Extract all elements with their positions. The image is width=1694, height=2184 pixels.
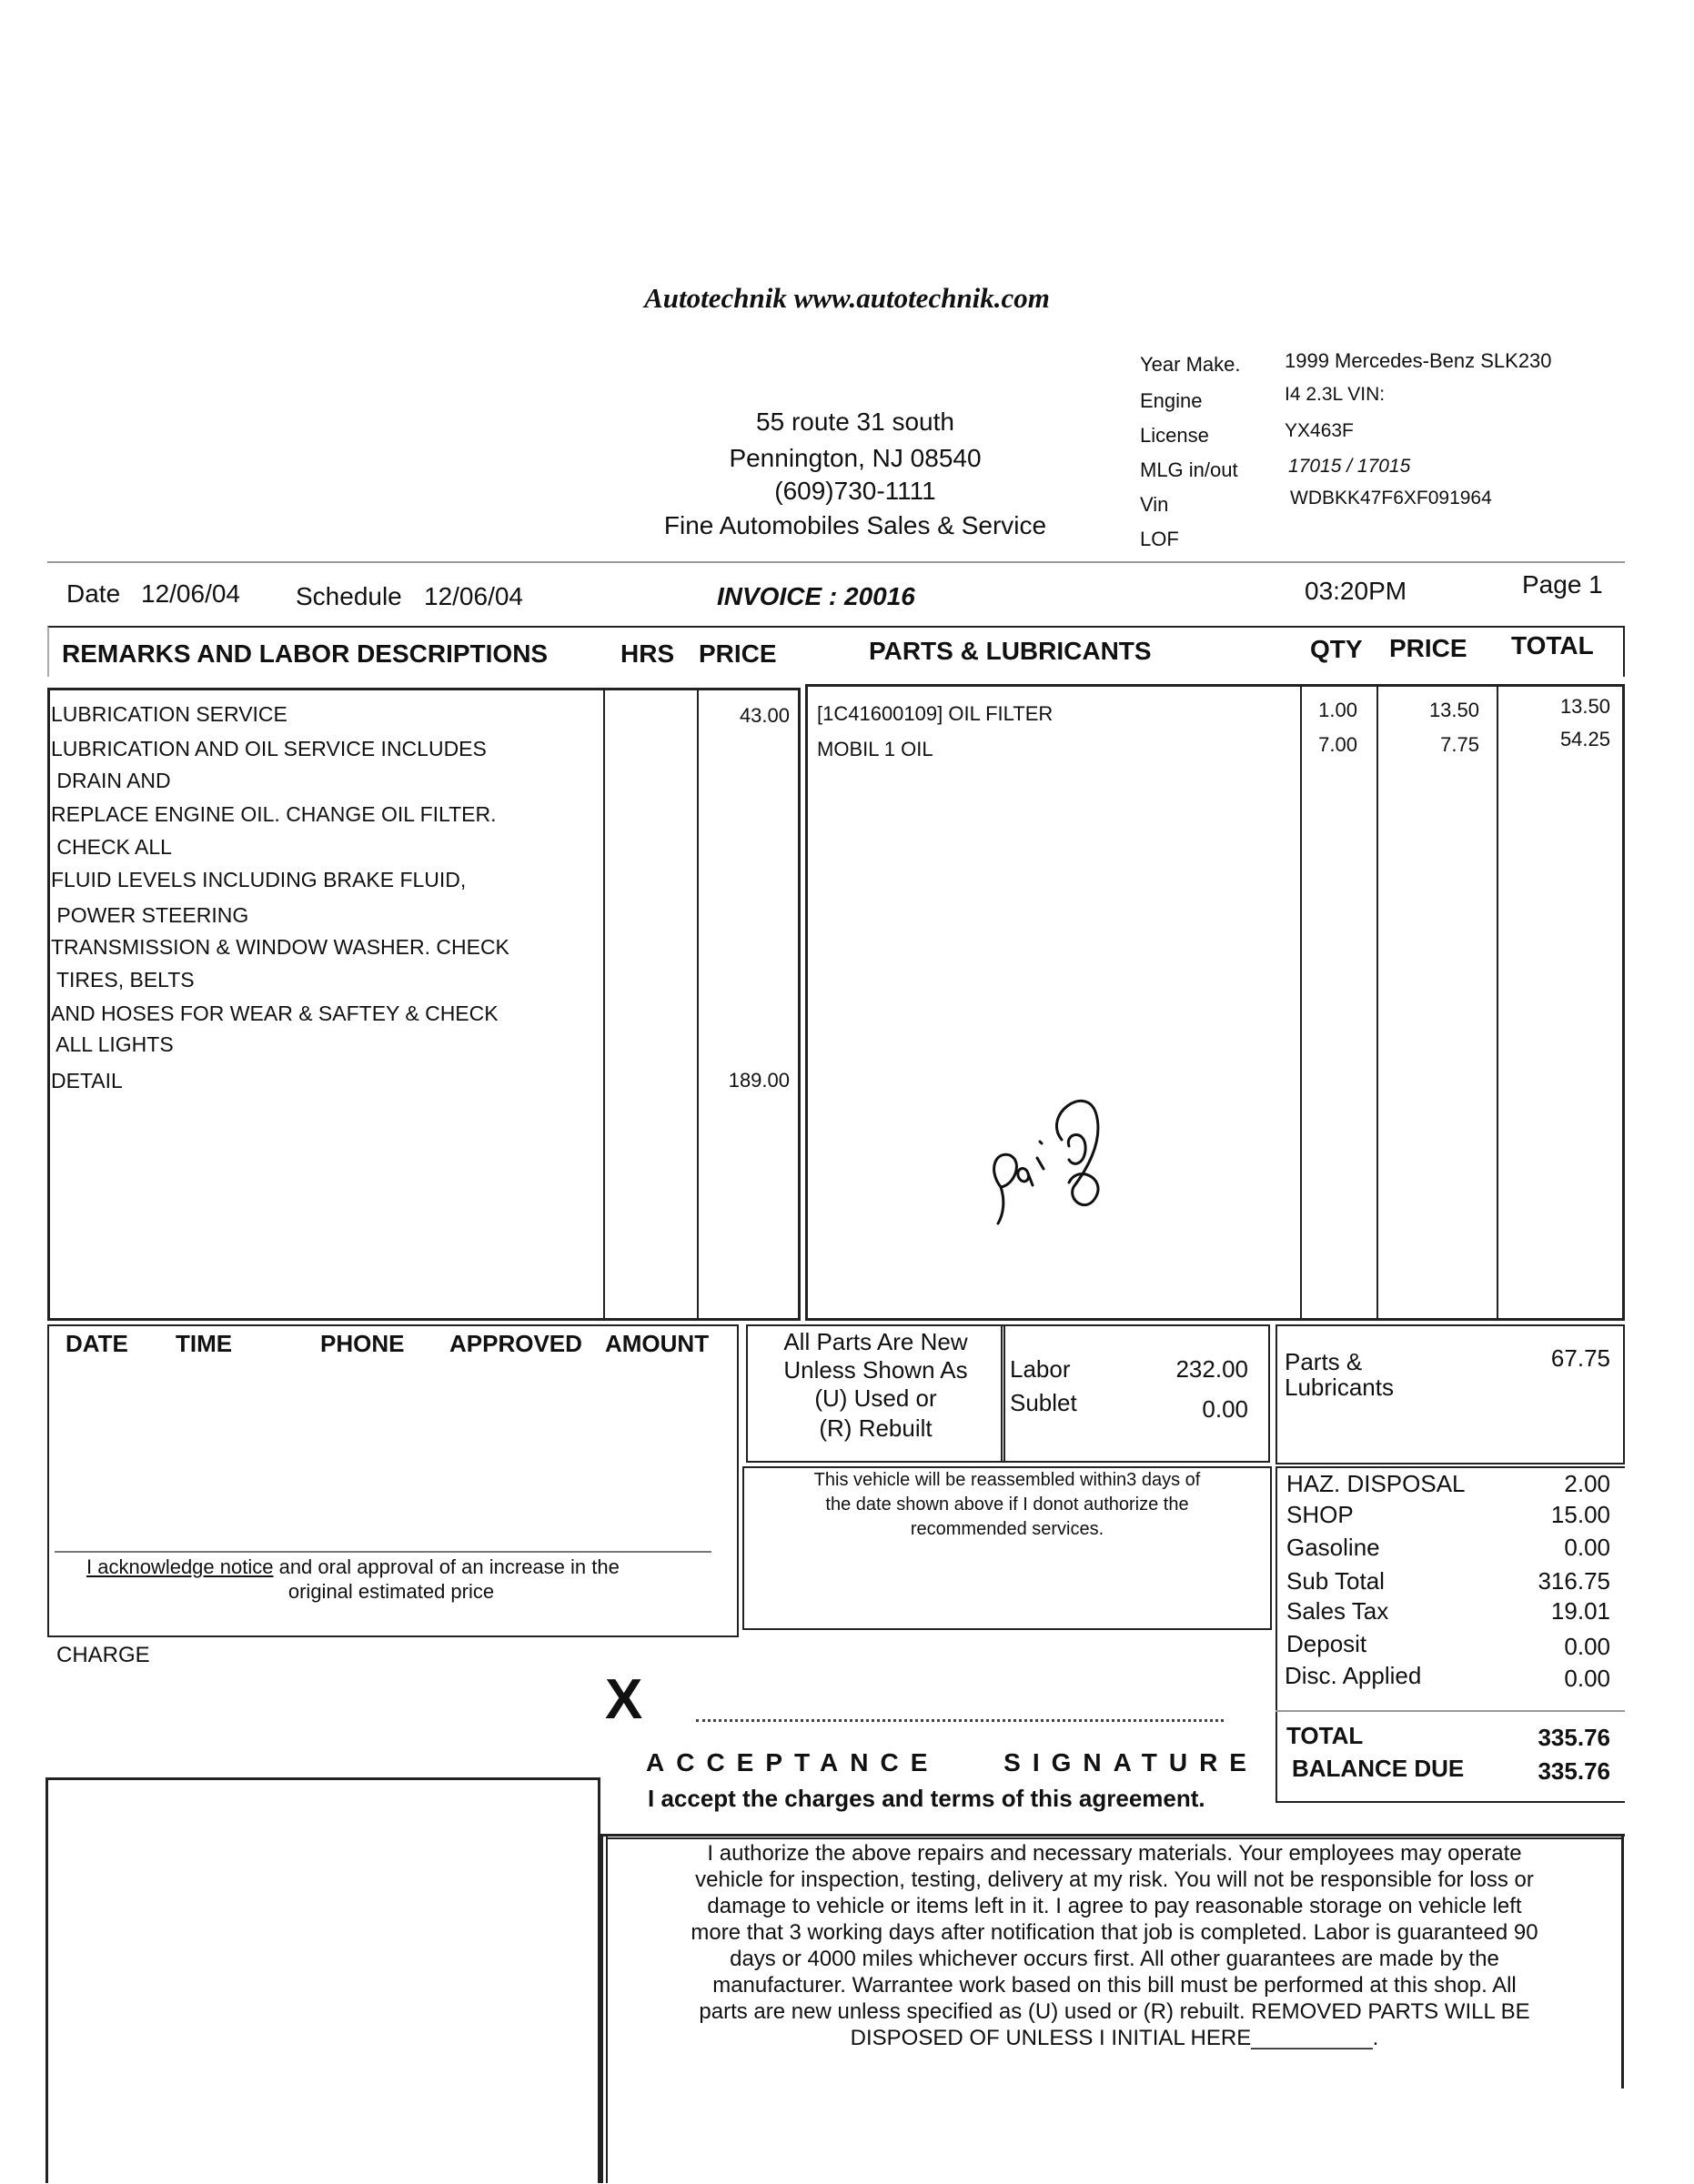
parts-notice-line: Unless Shown As bbox=[783, 1356, 968, 1384]
acknowledge-notice bbox=[86, 1555, 620, 1579]
terms-line: parts are new unless specified as (U) used or (R) rebuilt. REMOVED PARTS WILL BE bbox=[699, 1999, 1530, 2024]
totals-row-label: Gasoline bbox=[1286, 1534, 1380, 1561]
shop-tagline: Fine Automobiles Sales & Service bbox=[663, 511, 1047, 539]
totals-row-value: 0.00 bbox=[1564, 1633, 1610, 1660]
date-value: 12/06/04 bbox=[141, 579, 240, 608]
labor-price: 43.00 bbox=[739, 704, 790, 727]
part-price: 7.75 bbox=[1440, 733, 1479, 756]
terms-line: more that 3 working days after notification that job is completed. Labor is guaranteed 90 bbox=[691, 1920, 1538, 1945]
balance-due-value: 335.76 bbox=[1538, 1757, 1610, 1785]
approval-rule bbox=[55, 1551, 711, 1553]
terms-inner-right bbox=[1621, 1834, 1624, 2088]
part-qty: 7.00 bbox=[1318, 733, 1357, 756]
labor-price: 189.00 bbox=[728, 1069, 790, 1092]
parts-price-divider bbox=[1376, 684, 1378, 1321]
schedule-value: 12/06/04 bbox=[424, 582, 523, 610]
grand-total-value: 335.76 bbox=[1538, 1724, 1610, 1751]
sublet-value: 0.00 bbox=[1202, 1395, 1248, 1423]
part-total: 54.25 bbox=[1559, 728, 1610, 750]
totals-row-value: 0.00 bbox=[1564, 1534, 1610, 1561]
col-price: PRICE bbox=[699, 639, 777, 668]
part-description: MOBIL 1 OIL bbox=[817, 738, 933, 760]
part-price: 13.50 bbox=[1428, 699, 1479, 721]
terms-line: damage to vehicle or items left in it. I agree to pay reasonable storage on vehicle left bbox=[707, 1894, 1522, 1918]
labor-price-divider bbox=[697, 688, 699, 1321]
terms-inner-left bbox=[606, 1834, 608, 2183]
year-make-value: 1999 Mercedes-Benz SLK230 bbox=[1285, 349, 1552, 372]
terms-top-rule bbox=[608, 1837, 1623, 1839]
approval-col-date: DATE bbox=[66, 1330, 128, 1357]
labor-line: DRAIN AND bbox=[51, 769, 171, 792]
terms-line: DISPOSED OF UNLESS I INITIAL HERE__________. bbox=[850, 2026, 1379, 2050]
invoice-number: INVOICE : 20016 bbox=[717, 582, 915, 610]
balance-due-label: BALANCE DUE bbox=[1292, 1755, 1465, 1782]
license-label: License bbox=[1140, 424, 1209, 447]
totals-row-label: Sub Total bbox=[1286, 1567, 1385, 1595]
totals-row-value: 316.75 bbox=[1538, 1567, 1610, 1595]
lof-label: LOF bbox=[1140, 528, 1179, 550]
parts-notice-line: All Parts Are New bbox=[783, 1328, 968, 1355]
reassemble-line: recommended services. bbox=[910, 1519, 1104, 1539]
col-parts-price: PRICE bbox=[1389, 634, 1467, 662]
labor-total-value: 232.00 bbox=[1175, 1355, 1248, 1383]
shop-phone: (609)730-1111 bbox=[774, 477, 936, 505]
labor-line: TIRES, BELTS bbox=[51, 968, 195, 991]
part-qty: 1.00 bbox=[1318, 699, 1357, 721]
totals-row-label: Sales Tax bbox=[1286, 1597, 1389, 1625]
parts-total-divider bbox=[1497, 684, 1498, 1321]
signature-x-mark: X bbox=[605, 1668, 643, 1731]
labor-total-label: Labor bbox=[1010, 1355, 1071, 1383]
labor-line: FLUID LEVELS INCLUDING BRAKE FLUID, bbox=[51, 868, 467, 891]
mlg-value: 17015 / 17015 bbox=[1288, 456, 1411, 477]
shop-title: Autotechnik www.autotechnik.com bbox=[644, 282, 1050, 314]
acknowledge-notice-line2: original estimated price bbox=[287, 1580, 495, 1603]
totals-row-label: SHOP bbox=[1286, 1501, 1354, 1528]
reassemble-line: the date shown above if I donot authorize the bbox=[825, 1495, 1189, 1515]
labor-line: CHECK ALL bbox=[51, 835, 172, 859]
labor-line: TRANSMISSION & WINDOW WASHER. CHECK bbox=[51, 935, 509, 959]
shop-address-line1: 55 route 31 south bbox=[756, 408, 954, 436]
labor-line: AND HOSES FOR WEAR & SAFTEY & CHECK bbox=[51, 1001, 499, 1025]
year-make-label: Year Make. bbox=[1140, 353, 1241, 376]
totals-rule bbox=[1276, 1710, 1625, 1712]
acknowledge-rest: and oral approval of an increase in the bbox=[273, 1555, 620, 1578]
col-qty: QTY bbox=[1310, 635, 1363, 663]
reassemble-line: This vehicle will be reassembled within3 days of bbox=[813, 1470, 1201, 1490]
labor-line: POWER STEERING bbox=[51, 903, 249, 927]
vin-label: Vin bbox=[1140, 493, 1169, 516]
col-hrs: HRS bbox=[620, 639, 675, 668]
vin-value: WDBKK47F6XF091964 bbox=[1290, 488, 1492, 508]
parts-lubricants-value: 67.75 bbox=[1550, 1344, 1610, 1372]
approval-col-time: TIME bbox=[176, 1330, 233, 1357]
acknowledge-underlined: I acknowledge notice bbox=[86, 1555, 274, 1578]
parts-box bbox=[805, 684, 1625, 1321]
labor-line: ALL LIGHTS bbox=[51, 1032, 174, 1056]
acceptance-signature-heading: ACCEPTANCE SIGNATURE bbox=[646, 1748, 1258, 1776]
labor-line: DETAIL bbox=[51, 1069, 123, 1092]
totals-row-label: HAZ. DISPOSAL bbox=[1286, 1470, 1466, 1497]
labor-line: LUBRICATION SERVICE bbox=[51, 702, 287, 726]
approval-col-amount: AMOUNT bbox=[605, 1330, 710, 1357]
labor-line: LUBRICATION AND OIL SERVICE INCLUDES bbox=[51, 737, 487, 760]
labor-hrs-divider bbox=[603, 688, 605, 1321]
parts-lubricants-label-2: Lubricants bbox=[1285, 1374, 1394, 1401]
date-label: Date bbox=[66, 579, 121, 608]
terms-line: manufacturer. Warrantee work based on this bill must be performed at this shop. All bbox=[712, 1973, 1517, 1998]
acceptance-statement: I accept the charges and terms of this agreement. bbox=[648, 1785, 1205, 1812]
col-remarks: REMARKS AND LABOR DESCRIPTIONS bbox=[62, 639, 549, 668]
grand-total-label: TOTAL bbox=[1286, 1722, 1364, 1749]
totals-row-value: 0.00 bbox=[1564, 1665, 1610, 1692]
totals-row-label: Disc. Applied bbox=[1285, 1662, 1422, 1689]
terms-line: I authorize the above repairs and necessary materials. Your employees may operate bbox=[707, 1841, 1522, 1866]
invoice-bar-top-rule bbox=[47, 561, 1625, 563]
totals-row-value: 2.00 bbox=[1564, 1470, 1610, 1497]
approval-col-approved: APPROVED bbox=[449, 1330, 582, 1357]
parts-notice-line: (U) Used or bbox=[814, 1384, 937, 1412]
parts-qty-divider bbox=[1300, 684, 1302, 1321]
blank-notes-box bbox=[45, 1777, 600, 2183]
paid-handwriting bbox=[978, 1078, 1124, 1237]
license-value: YX463F bbox=[1285, 420, 1354, 441]
labor-line: REPLACE ENGINE OIL. CHANGE OIL FILTER. bbox=[51, 802, 497, 826]
col-parts: PARTS & LUBRICANTS bbox=[869, 637, 1152, 665]
parts-lubricants-label-1: Parts & bbox=[1285, 1348, 1363, 1375]
part-description: [1C41600109] OIL FILTER bbox=[817, 702, 1054, 725]
col-total: TOTAL bbox=[1511, 631, 1594, 659]
terms-line: vehicle for inspection, testing, delivery at my risk. You will not be responsible for loss or bbox=[695, 1867, 1534, 1892]
engine-value: I4 2.3L VIN: bbox=[1285, 384, 1386, 405]
sublet-label: Sublet bbox=[1010, 1389, 1077, 1416]
approval-col-phone: PHONE bbox=[320, 1330, 405, 1357]
totals-row-value: 19.01 bbox=[1550, 1597, 1610, 1625]
charge-label: CHARGE bbox=[56, 1643, 150, 1667]
parts-notice-line: (R) Rebuilt bbox=[819, 1414, 933, 1442]
schedule-label: Schedule bbox=[296, 582, 402, 610]
part-total: 13.50 bbox=[1559, 695, 1610, 718]
page-number: Page 1 bbox=[1522, 570, 1603, 599]
signature-line[interactable] bbox=[696, 1719, 1224, 1722]
terms-line: days or 4000 miles whichever occurs first. All other guarantees are made by the bbox=[730, 1947, 1499, 1971]
invoice-time: 03:20PM bbox=[1305, 577, 1407, 605]
reassemble-box bbox=[742, 1466, 1272, 1630]
totals-row-label: Deposit bbox=[1286, 1630, 1367, 1657]
totals-row-value: 15.00 bbox=[1550, 1501, 1610, 1528]
mlg-label: MLG in/out bbox=[1140, 458, 1238, 481]
shop-address-line2: Pennington, NJ 08540 bbox=[729, 444, 982, 472]
engine-label: Engine bbox=[1140, 389, 1203, 412]
